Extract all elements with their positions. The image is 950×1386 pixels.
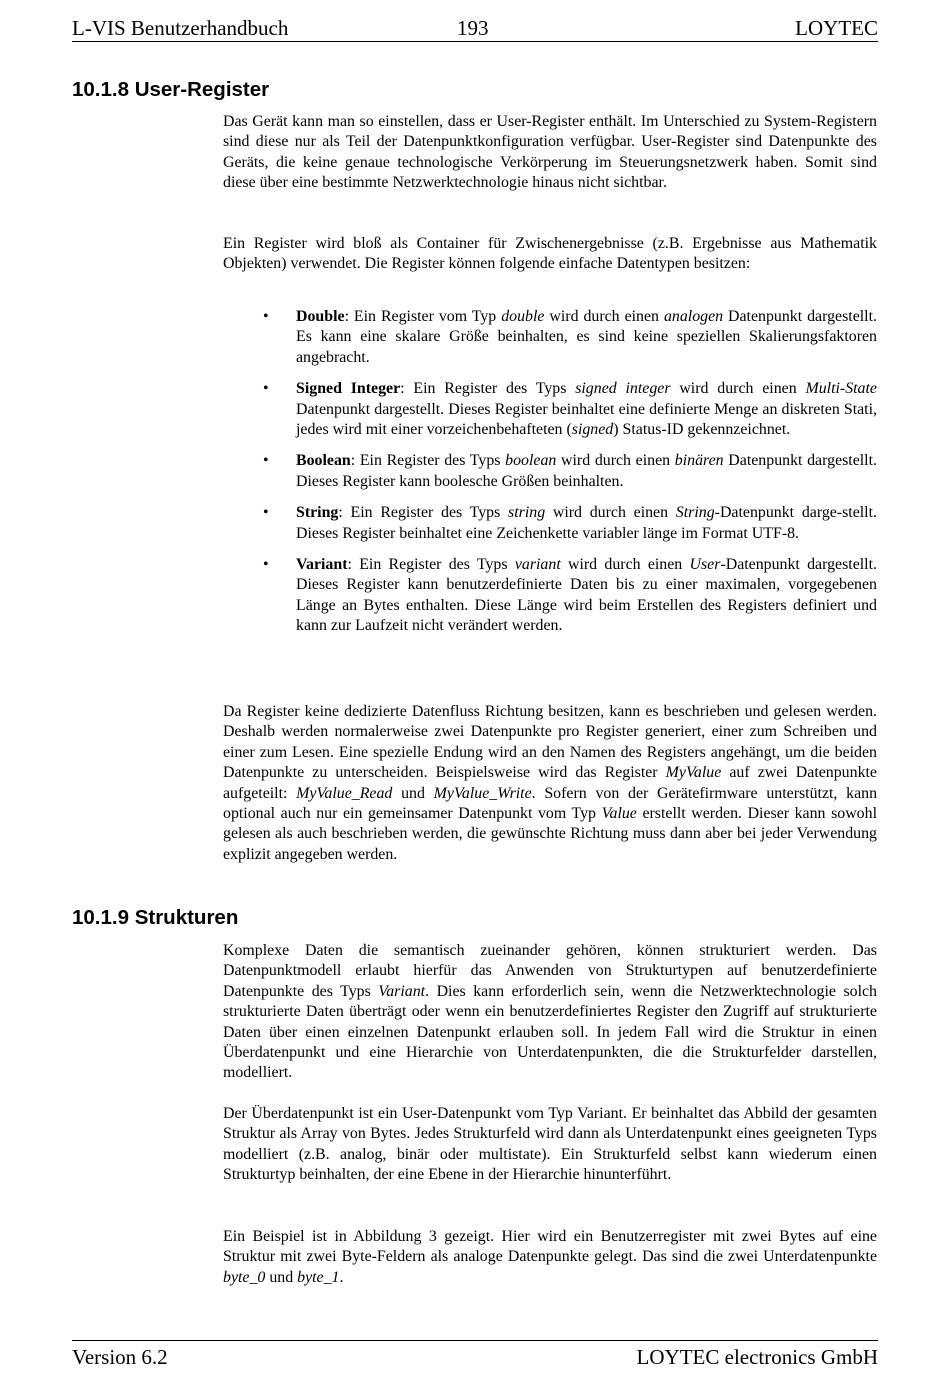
page-footer [72,1340,878,1369]
datatype-list [223,307,877,648]
paragraph-intro [223,112,877,194]
paragraph-register-container [223,234,877,275]
paragraph-text: Komplexe Daten die semantisch zueinander gehören, können strukturiert werden. Das Datenpunktmodell erlaubt hierfür das Anwenden von Strukturtypen auf benutzerdefinierte Datenpunkte des Typs Variant. Dies kann erforderlich sein, wenn die Netzwerktechnologie solch strukturierte Daten überträgt oder wenn ein benutzerdefiniertes Register den Zugriff auf strukturierte Daten über einen einzelnen Datenpunkt erlauben soll. In jedem Fall wird die Struktur in einen Überdatenpunkt und eine Hierarchie von Unterdatenpunkten, die die Strukturfelder darstellen, modelliert. [223,942,877,1082]
paragraph-text: Das Gerät kann man so einstellen, dass er User-Register enthält. Im Unterschied zu System-Registern sind diese nur als Teil der Datenpunktkonfiguration verfügbar. User-Register sind Datenpunkte des Geräts, die keine genaue technologische Verkörperung im Steuerungsnetzwerk haben. Somit sind diese über eine bestimmte Netzwerktechnologie hinaus nicht sichtbar. [223,113,877,192]
paragraph-structures-intro [223,941,877,1084]
bullet-icon: • [263,452,269,470]
list-item-string: • String: Ein Register des Typs string wird durch einen String-Datenpunkt darge-stellt. Dieses Register beinhaltet eine Zeichenkette variabler länge im Format UTF-8. [263,504,877,542]
list-item-variant: • Variant: Ein Register des Typs variant wird durch einen User-Datenpunkt dargestellt. Dieses Register kann benutzerdefinierte Daten bis zu einer maximalen, vorgegebenen Länge an Bytes enthalten. Diese Länge wird beim Erstellen des Registers definiert und kann zur Laufzeit nicht verändert werden. [263,556,877,635]
paragraph-parent-datapoint [223,1104,877,1186]
list-item-signed-integer: • Signed Integer: Ein Register des Typs signed integer wird durch einen Multi-State Datenpunkt dargestellt. Dieses Register beinhaltet eine definierte Menge an diskreten Stati, jedes wird mit einer vorzeichenbehafteten (signed) Status-ID gekennzeichnet. [263,380,877,439]
paragraph-dataflow [223,702,877,865]
section-heading-strukturen: 10.1.9 Strukturen [72,906,239,929]
page-number: 193 [457,16,489,40]
bullet-icon: • [263,556,269,574]
footer-company: LOYTEC electronics GmbH [636,1345,878,1369]
footer-version: Version 6.2 [72,1345,168,1369]
bullet-icon: • [263,308,269,325]
paragraph-text: Da Register keine dedizierte Datenfluss Richtung besitzen, kann es beschrieben und gelesen werden. Deshalb werden normalerweise zwei Datenpunkte pro Register generiert, einer zum Schreiben und einer zum Lesen. Eine spezielle Endung wird an den Namen des Registers angehängt, um die beiden Datenpunkte zu unterscheiden. Beispielsweise wird das Register MyValue auf zwei Datenpunkte aufgeteilt: MyValue_Read und MyValue_Write. Sofern von der Gerätefirmware unterstützt, kann optional auch nur ein gemeinsamer Datenpunkt vom Typ Value erstellt werden. Dieser kann sowohl gelesen als auch beschrieben werden, die gewünschte Richtung muss dann aber bei jeder Verwendung explizit angegeben werden. [223,703,878,863]
header-title: L-VIS Benutzerhandbuch [72,16,289,40]
paragraph-example [223,1227,877,1288]
bullet-icon: • [263,504,269,522]
paragraph-text: Ein Beispiel ist in Abbildung 3 gezeigt. Hier wird ein Benutzerregister mit zwei Bytes auf eine Struktur mit zwei Byte-Feldern als analoge Datenpunkte gelegt. Das sind die zwei Unterdatenpunkte byte_0 und byte_1. [223,1228,877,1286]
paragraph-text: Ein Register wird bloß als Container für Zwischenergebnisse (z.B. Ergebnisse aus Mathematik Objekten) verwendet. Die Register können folgende einfache Datentypen besitzen: [223,235,877,273]
bullet-icon: • [263,380,269,398]
header-brand: LOYTEC [795,16,878,40]
page-header [72,14,878,42]
list-item-boolean: • Boolean: Ein Register des Typs boolean wird durch einen binären Datenpunkt dargestellt. Dieses Register kann boolesche Größen beinhalten. [263,452,877,490]
paragraph-text: Der Überdatenpunkt ist ein User-Datenpunkt vom Typ Variant. Er beinhaltet das Abbild der gesamten Struktur als Array von Bytes. Jedes Strukturfeld wird dann als Unterdatenpunkt eines geeigneten Typs modelliert (z.B. analog, binär oder multistate). Ein Strukturfeld selbst kann wiederum einen Strukturtyp beinhalten, der eine Ebene in der Hierarchie hinunterführt. [223,1105,877,1184]
list-item-double: • Double: Ein Register vom Typ double wird durch einen analogen Datenpunkt dargestellt. Es kann eine skalare Größe beinhalten, es sind keine speziellen Skalierungsfaktoren angebracht. [263,308,877,366]
section-heading-user-register: 10.1.8 User-Register [72,78,270,101]
